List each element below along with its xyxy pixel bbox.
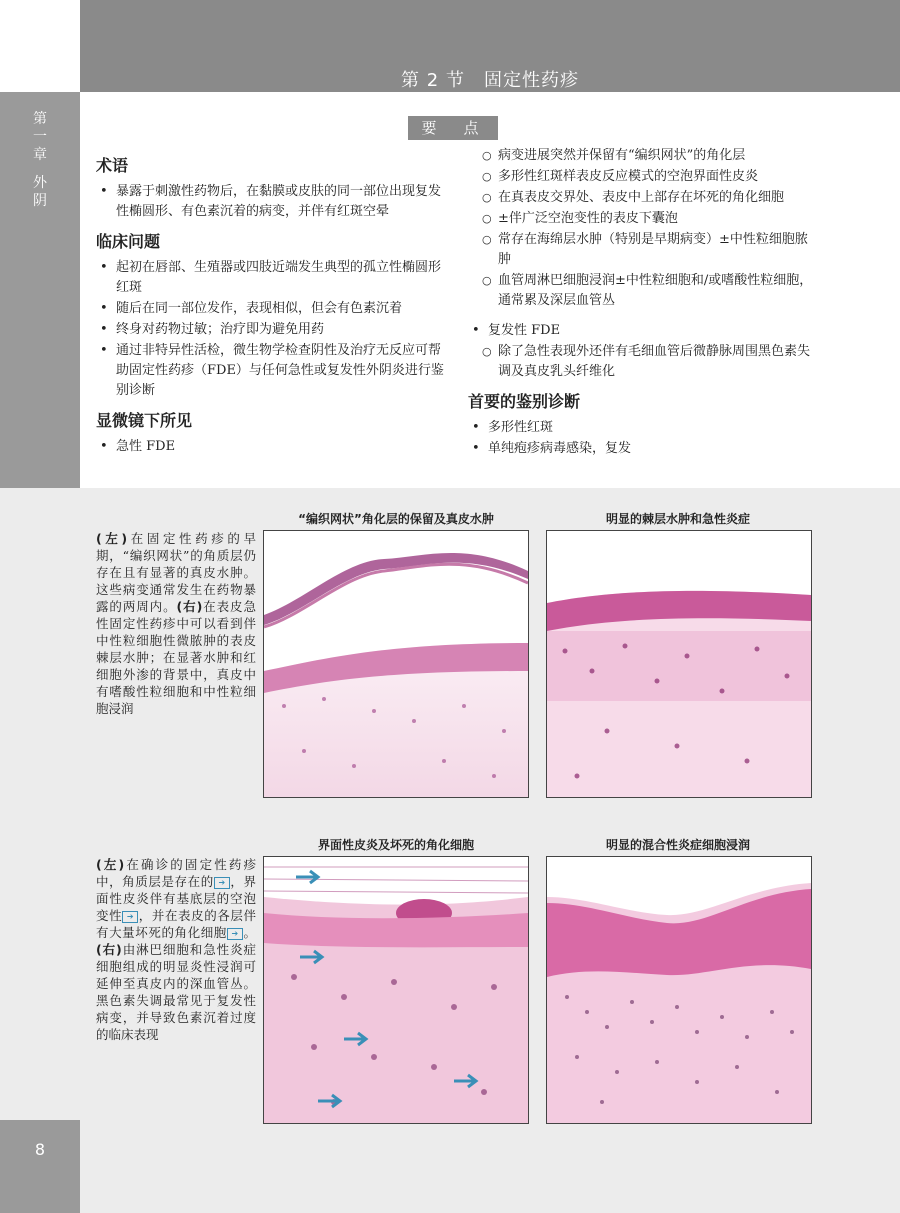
differential-heading: 首要的鉴别诊断	[468, 392, 581, 411]
list-item: ○ 病变进展突然并保留有“编织网状”的角化层	[468, 146, 820, 166]
arrow-reference-icon: ➔	[214, 877, 230, 889]
arrow-reference-icon: ➔	[122, 911, 138, 923]
chapter-char: 章	[33, 147, 47, 163]
list-item: • 急性 FDE	[96, 437, 451, 457]
figure-title-top-right: 明显的棘层水肿和急性炎症	[605, 512, 750, 526]
key-points-label: 要 点	[408, 116, 498, 140]
figure-caption-2	[96, 856, 256, 1043]
list-item: ○ ±伴广泛空泡变性的表皮下囊泡	[468, 209, 820, 229]
chapter-char: 第	[33, 111, 47, 127]
list-item: ○ 除了急性表现外还伴有毛细血管后微静脉周围黑色素失调及真皮乳头纤维化	[468, 342, 820, 382]
list-item: • 复发性 FDE	[468, 321, 820, 341]
microscopic-heading: 显微镜下所见	[96, 411, 193, 430]
list-item: ○ 多形性红斑样表皮反应模式的空泡界面性皮炎	[468, 167, 820, 187]
microscopic-list	[96, 437, 451, 457]
chapter-tab	[0, 92, 80, 210]
figure-title-top-left: “编织网状”角化层的保留及真皮水肿	[298, 512, 494, 526]
recurrent-fde-list	[468, 321, 820, 341]
clinical-list	[96, 258, 451, 401]
list-item: • 暴露于刺激性药物后，在黏膜或皮肤的同一部位出现复发性椭圆形、有色素沉着的病变，并伴有红斑空晕	[96, 182, 451, 222]
key-points-right-column	[468, 146, 820, 469]
caption-text: ，并在表皮的各层伴有大量坏死的角化细胞	[96, 908, 256, 940]
list-item: • 多形性红斑	[468, 418, 820, 438]
caption-tag-left: (左)	[96, 531, 128, 546]
caption-text: 在固定性药疹的早期，“编织网状”的角质层仍存在且有显著的真皮水肿。这些病变通常发生在药物暴露的两周内。	[96, 531, 256, 614]
list-item: • 终身对药物过敏；治疗即为避免用药	[96, 320, 451, 340]
caption-tag-right: (右)	[96, 942, 122, 957]
caption-text: 由淋巴细胞和急性炎症细胞组成的明显炎性浸润可延伸至真皮内的深血管丛。黑色素失调最常见于复发性病变，并导致色素沉着过度的临床表现	[96, 942, 256, 1042]
list-item: • 随后在同一部位发作，表现相似，但会有色素沉着	[96, 299, 451, 319]
list-item: • 起初在唇部、生殖器或四肢近端发生典型的孤立性椭圆形红斑	[96, 258, 451, 298]
terminology-list	[96, 182, 451, 222]
micrograph-top-right	[546, 530, 812, 798]
page-number-box	[0, 1120, 80, 1213]
caption-text: 在确诊的固定性药疹中，角质层是存在的	[96, 857, 256, 889]
page-number: 8	[34, 1140, 46, 1159]
micrograph-image	[264, 531, 528, 797]
clinical-heading: 临床问题	[96, 232, 161, 251]
micrograph-bottom-left	[263, 856, 529, 1124]
recurrent-fde-sublist	[468, 342, 820, 382]
caption-tag-left: (左)	[96, 857, 125, 872]
micrograph-image	[547, 531, 811, 797]
figure-caption-1	[96, 530, 256, 717]
list-item: ○ 在真表皮交界处、表皮中上部存在坏死的角化细胞	[468, 188, 820, 208]
acute-fde-sublist	[468, 146, 820, 311]
list-item: ○ 血管周淋巴细胞浸润±中性粒细胞和/或嗜酸性粒细胞，通常累及深层血管丛	[468, 271, 820, 311]
terminology-heading: 术语	[96, 156, 129, 175]
list-item: • 通过非特异性活检，微生物学检查阴性及治疗无反应可帮助固定性药疹（FDE）与任何急性或复发性外阴炎进行鉴别诊断	[96, 341, 451, 401]
figure-title-bottom-left: 界面性皮炎及坏死的角化细胞	[317, 838, 474, 852]
micrograph-bottom-right	[546, 856, 812, 1124]
micrograph-image	[547, 857, 811, 1123]
list-item: • 单纯疱疹病毒感染，复发	[468, 439, 820, 459]
key-points-left-column	[96, 150, 451, 467]
micrograph-top-left	[263, 530, 529, 798]
chapter-char: 阴	[33, 193, 47, 209]
figure-title-bottom-right: 明显的混合性炎症细胞浸润	[605, 838, 750, 852]
micrograph-image	[264, 857, 528, 1123]
arrow-reference-icon: ➔	[227, 928, 243, 940]
caption-text: 。	[242, 925, 256, 940]
caption-tag-right: (右)	[176, 599, 203, 614]
differential-list	[468, 418, 820, 459]
chapter-char: 外	[33, 175, 47, 191]
caption-text: 在表皮急性固定性药疹中可以看到伴中性粒细胞性微脓肿的表皮棘层水肿；在显著水肿和红细胞外渗的背景中，真皮中有嗜酸性粒细胞和中性粒细胞浸润	[96, 599, 256, 716]
chapter-char: 一	[33, 129, 47, 145]
caption-text: ，界面性皮炎伴有基底层的空泡变性	[96, 874, 256, 923]
section-title: 第 2 节 固定性药疹	[401, 70, 579, 91]
list-item: ○ 常存在海绵层水肿（特别是早期病变）±中性粒细胞脓肿	[468, 230, 820, 270]
